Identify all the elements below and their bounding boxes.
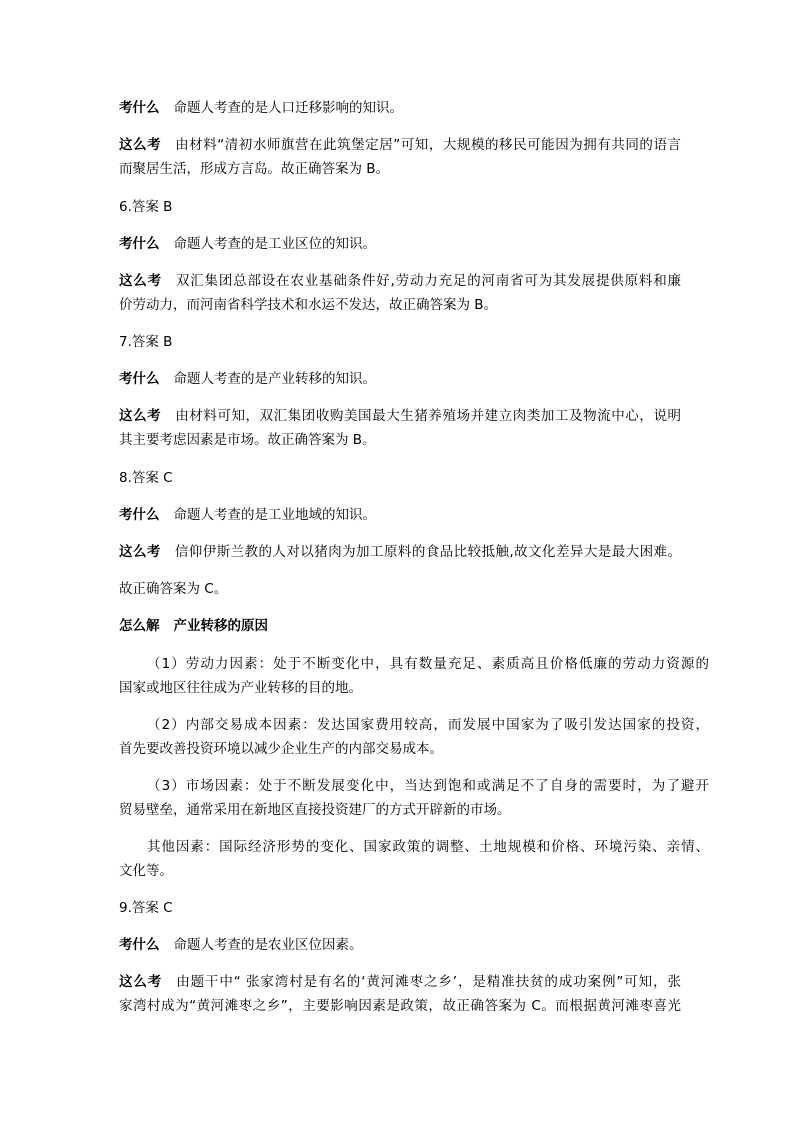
- topic-label: 考什么: [119, 937, 160, 953]
- q9-topic-line: [119, 934, 681, 956]
- topic-text: 命题人考查的是工业地域的知识。: [173, 507, 376, 523]
- answer-6: 6.答案 B: [119, 199, 173, 215]
- answer-7: 7.答案 B: [119, 334, 173, 350]
- method-text: 由题干中“ 张家湾村是有名的‘黄河滩枣之乡’，是精准扶贫的成功案例”可知，张: [176, 974, 681, 990]
- topic-text: 命题人考查的是人口迁移影响的知识。: [173, 100, 403, 116]
- topic-label: 考什么: [119, 100, 160, 116]
- reason-2-line-1: （2）内部交易成本因素：发达国家费用较高，而发展中国家为了吸引发达国家的投资，: [147, 717, 709, 733]
- method-text: 信仰伊斯兰教的人对以猪肉为加工原料的食品比较抵触,故文化差异大是最大困难。: [174, 544, 681, 560]
- topic-label: 考什么: [119, 507, 160, 523]
- topic-label: 考什么: [119, 371, 160, 387]
- q7-topic-line: [119, 368, 681, 390]
- reason-other-line-2: 文化等。: [119, 863, 173, 879]
- method-label: 这么考: [119, 974, 163, 990]
- topic-text: 命题人考查的是农业区位因素。: [173, 937, 363, 953]
- q8-topic-line: [119, 504, 681, 526]
- q6-topic-line: [119, 233, 681, 255]
- topic-text: 命题人考查的是工业区位的知识。: [173, 236, 376, 252]
- reason-2-line-2: 首先要改善投资环境以减少企业生产的内部交易成本。: [119, 741, 443, 757]
- q9-method-line-2: 家湾村成为“黄河滩枣之乡”，主要影响因素是政策，故正确答案为 C。而根据黄河滩枣喜光: [119, 998, 681, 1014]
- method-label: 这么考: [119, 408, 162, 424]
- q9-method-line-1: [119, 971, 681, 993]
- method-text: 由材料“清初水师旗营在此筑堡定居”可知，大规模的移民可能因为拥有共同的语言: [175, 137, 681, 153]
- q8-method-line-1: [119, 541, 681, 563]
- reason-1-line-1: （1）劳动力因素：处于不断变化中，具有数量充足、素质高且价格低廉的劳动力资源的: [147, 656, 709, 672]
- topic-label: 考什么: [119, 236, 160, 252]
- reason-1-line-2: 国家或地区往往成为产业转移的目的地。: [119, 680, 362, 696]
- topic-text: 命题人考查的是产业转移的知识。: [173, 371, 376, 387]
- q6-method-line-2: 价劳动力，而河南省科学技术和水运不发达，故正确答案为 B。: [119, 297, 498, 313]
- method-label: 这么考: [119, 544, 161, 560]
- answer-8: 8.答案 C: [119, 470, 173, 486]
- q5-method-line-2: 而聚居生活，形成方言岛。故正确答案为 B。: [119, 161, 390, 177]
- reason-3-line-2: 贸易壁垒，通常采用在新地区直接投资建厂的方式开辟新的市场。: [119, 802, 511, 818]
- solution-label: 怎么解: [119, 618, 160, 634]
- q6-method-line-1: [119, 270, 681, 292]
- q5-method-line-1: [119, 134, 681, 156]
- method-text: 由材料可知，双汇集团收购美国最大生猪养殖场并建立肉类加工及物流中心，说明: [175, 408, 681, 424]
- q5-topic-line: [119, 97, 681, 119]
- solution-title: 产业转移的原因: [173, 618, 268, 634]
- reason-3-line-1: （3）市场因素：处于不断发展变化中，当达到饱和或满足不了自身的需要时，为了避开: [147, 778, 709, 794]
- solution-heading: [119, 615, 681, 637]
- method-label: 这么考: [119, 137, 162, 153]
- q7-method-line-2: 其主要考虑因素是市场。故正确答案为 B。: [119, 432, 376, 448]
- reason-other-line-1: 其他因素：国际经济形势的变化、国家政策的调整、土地规模和价格、环境污染、亲情、: [147, 839, 709, 855]
- method-text: 双汇集团总部设在农业基础条件好,劳动力充足的河南省可为其发展提供原料和廉: [175, 273, 681, 289]
- answer-9: 9.答案 C: [119, 900, 173, 916]
- q8-method-line-2: 故正确答案为 C。: [119, 581, 228, 597]
- q7-method-line-1: [119, 405, 681, 427]
- method-label: 这么考: [119, 273, 162, 289]
